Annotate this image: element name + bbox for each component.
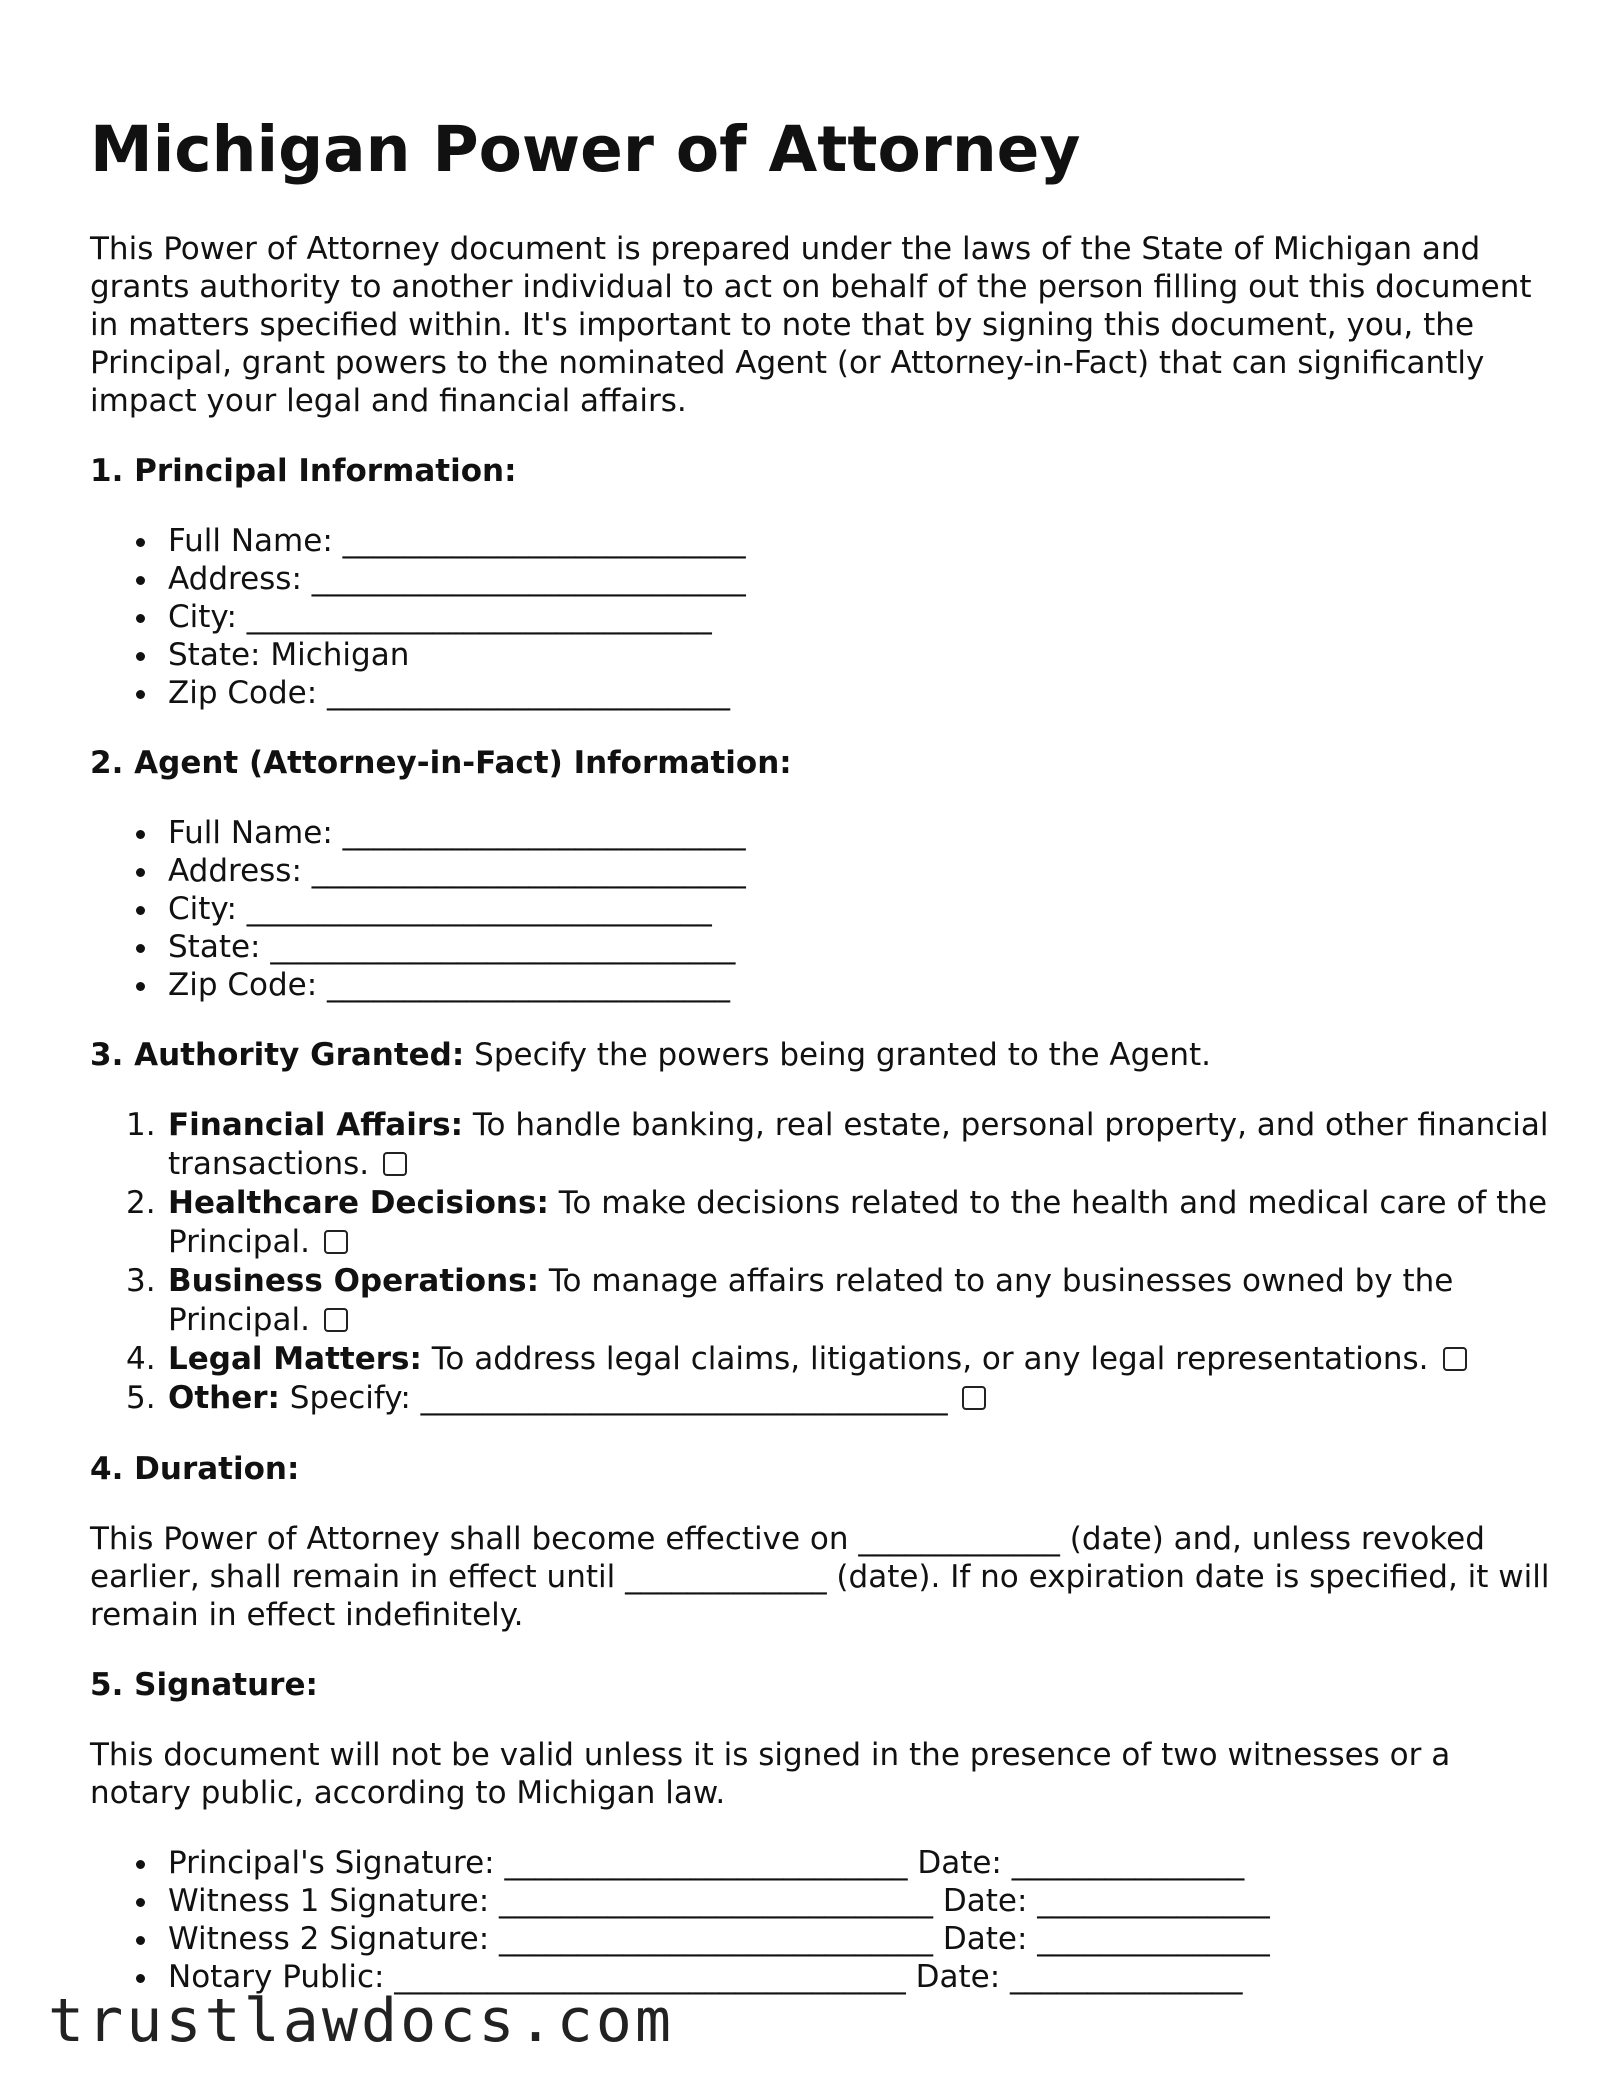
signature-lines xyxy=(90,1844,1550,1996)
legal-checkbox[interactable] xyxy=(1443,1347,1467,1371)
agent-city: City: ______________________________ xyxy=(90,890,1550,928)
agent-zip: Zip Code: __________________________ xyxy=(90,966,1550,1004)
principal-zip: Zip Code: __________________________ xyxy=(90,674,1550,712)
power-text: To handle banking, real estate, personal property, and other financial transactions. xyxy=(168,1107,1549,1182)
intro-paragraph: This Power of Attorney document is prepared under the laws of the State of Michigan and grants authority to another individual to act on behalf of the person filling out this document in matters specified within. It's important to note that by signing this document, you, the Principal, grant powers to the nominated Agent (or Attorney-in-Fact) that can significantly impact your legal and financial affairs. xyxy=(90,231,1532,419)
power-text: To manage affairs related to any businesses owned by the Principal. xyxy=(168,1263,1454,1338)
agent-full-name: Full Name: __________________________ xyxy=(90,814,1550,852)
signature-text: This document will not be valid unless it is signed in the presence of two witnesses or a notary public, according to Michigan law. xyxy=(90,1737,1451,1811)
power-other xyxy=(90,1379,1550,1418)
power-label: Business Operations: xyxy=(168,1263,540,1299)
principal-heading: 1. Principal Information: xyxy=(90,453,517,489)
principal-full-name: Full Name: __________________________ xyxy=(90,522,1550,560)
authority-description: Specify the powers being granted to the Agent. xyxy=(464,1037,1212,1073)
power-number: 4. xyxy=(126,1341,156,1377)
power-text: Specify: __________________________________ xyxy=(279,1380,948,1416)
document-page xyxy=(90,112,1550,2028)
power-business xyxy=(90,1262,1550,1340)
signature-heading: 5. Signature: xyxy=(90,1667,318,1703)
agent-heading: 2. Agent (Attorney-in-Fact) Information: xyxy=(90,745,792,781)
power-label: Legal Matters: xyxy=(168,1341,422,1377)
power-label: Financial Affairs: xyxy=(168,1107,463,1143)
principal-address: Address: ____________________________ xyxy=(90,560,1550,598)
principal-fields xyxy=(90,522,1550,712)
healthcare-checkbox[interactable] xyxy=(324,1230,348,1254)
agent-state: State: ______________________________ xyxy=(90,928,1550,966)
page-title: Michigan Power of Attorney xyxy=(90,113,1081,186)
power-legal xyxy=(90,1340,1550,1379)
financial-checkbox[interactable] xyxy=(383,1152,407,1176)
witness1-signature-line: Witness 1 Signature: ____________________________ Date: _______________ xyxy=(90,1882,1550,1920)
power-number: 1. xyxy=(126,1107,156,1143)
business-checkbox[interactable] xyxy=(324,1308,348,1332)
power-number: 3. xyxy=(126,1263,156,1299)
power-text: To make decisions related to the health and medical care of the Principal. xyxy=(168,1185,1548,1260)
principal-city: City: ______________________________ xyxy=(90,598,1550,636)
authority-heading-label: 3. Authority Granted: xyxy=(90,1037,465,1073)
power-healthcare xyxy=(90,1184,1550,1262)
duration-heading: 4. Duration: xyxy=(90,1451,300,1487)
authority-list xyxy=(90,1106,1550,1418)
authority-heading xyxy=(90,1036,1550,1074)
witness2-signature-line: Witness 2 Signature: ____________________________ Date: _______________ xyxy=(90,1920,1550,1958)
principal-state: State: Michigan xyxy=(90,636,1550,674)
power-financial xyxy=(90,1106,1550,1184)
other-checkbox[interactable] xyxy=(962,1386,986,1410)
power-label: Other: xyxy=(168,1380,280,1416)
power-number: 2. xyxy=(126,1185,156,1221)
agent-address: Address: ____________________________ xyxy=(90,852,1550,890)
principal-signature-line: Principal's Signature: __________________________ Date: _______________ xyxy=(90,1844,1550,1882)
notary-signature-line: Notary Public: _________________________________ Date: _______________ xyxy=(90,1958,1550,1996)
power-label: Healthcare Decisions: xyxy=(168,1185,549,1221)
watermark: trustlawdocs.com xyxy=(48,1986,674,2056)
agent-fields xyxy=(90,814,1550,1004)
power-number: 5. xyxy=(126,1380,156,1416)
duration-text: This Power of Attorney shall become effective on _____________ (date) and, unless revoked earlier, shall remain in effect until _____________ (date). If no expiration date is specified, it will remain in effect indefinitely. xyxy=(90,1521,1550,1633)
power-text: To address legal claims, litigations, or any legal representations. xyxy=(421,1341,1429,1377)
